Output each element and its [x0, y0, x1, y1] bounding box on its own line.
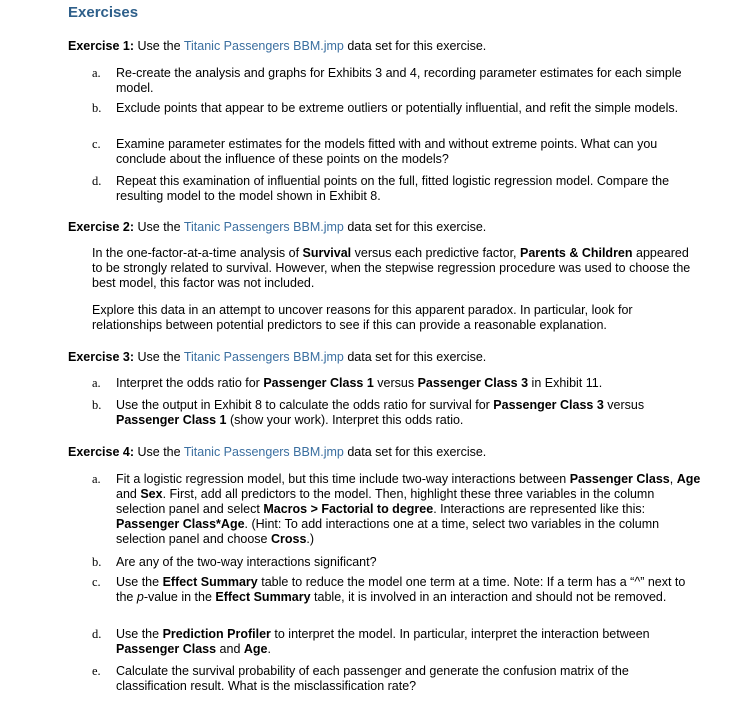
- item-label: c.: [92, 575, 101, 589]
- item-label: b.: [92, 101, 102, 115]
- term-effect-summary: Effect Summary: [162, 575, 258, 589]
- text-run: versus each predictive factor,: [351, 246, 520, 260]
- item-text: Examine parameter estimates for the models fitted with and without extreme points. What can you conclude about the influence of these points on the models?: [116, 137, 658, 166]
- text-run: Fit a logistic regression model, but this time include two-way interactions between: [116, 472, 570, 486]
- exercise-4-intro-pre: Use the: [134, 445, 184, 459]
- text-run: Use the: [116, 627, 163, 641]
- item-label: b.: [92, 398, 102, 412]
- text-run: Use the output in Exhibit 8 to calculate the odds ratio for survival for: [116, 398, 494, 412]
- text-run: . Interactions are represented like this:: [433, 502, 646, 516]
- text-run: -value in the: [143, 590, 216, 604]
- text-run: .: [267, 642, 271, 656]
- term-macros-factorial: Macros > Factorial to degree: [263, 502, 434, 516]
- exercise-2-paragraph-1: [92, 246, 692, 291]
- exercise-3-intro-pre: Use the: [134, 350, 184, 364]
- text-run: in Exhibit 11.: [528, 376, 603, 390]
- item-text: [116, 627, 702, 657]
- text-run: ,: [669, 472, 677, 486]
- text-run: and: [216, 642, 244, 656]
- item-label: a.: [92, 66, 101, 80]
- term-cross: Cross: [270, 532, 307, 546]
- item-label: a.: [92, 472, 101, 486]
- item-label: d.: [92, 174, 102, 188]
- exercise-1-label: Exercise 1:: [68, 39, 135, 53]
- text-run: and: [116, 487, 141, 501]
- item-text: [116, 472, 702, 547]
- section-title: Exercises: [68, 4, 139, 21]
- exercise-3-item-b: [92, 398, 702, 428]
- term-passenger-class-1: Passenger Class 1: [263, 376, 374, 390]
- dataset-link[interactable]: Titanic Passengers BBM.jmp: [183, 39, 344, 53]
- exercise-4-item-d: [92, 627, 702, 657]
- item-label: d.: [92, 627, 102, 641]
- item-text: [116, 398, 702, 428]
- text-run: . (Hint: To add interactions one at a time, select two variables in the column selection panel and choose: [116, 517, 660, 546]
- term-age: Age: [676, 472, 701, 486]
- exercise-2-intro-pre: Use the: [134, 220, 184, 234]
- exercise-1-item-c: [92, 137, 702, 167]
- text-run: versus: [603, 398, 645, 412]
- term-sex: Sex: [140, 487, 163, 501]
- exercise-3-item-a: [92, 376, 702, 391]
- item-text: Exclude points that appear to be extreme outliers or potentially influential, and refit the simple models.: [116, 101, 679, 115]
- text-run: table to reduce the model one term at a time. Note: If a term has a “^” next to the: [116, 575, 686, 604]
- item-label: b.: [92, 555, 102, 569]
- term-passenger-class: Passenger Class: [116, 642, 217, 656]
- item-text: Repeat this examination of influential points on the full, fitted logistic regression model. Compare the resulting model to the model shown in Exhibit 8.: [116, 174, 670, 203]
- exercise-2-label: Exercise 2:: [68, 220, 135, 234]
- item-text: [116, 376, 702, 391]
- exercise-1-heading: [68, 38, 486, 54]
- item-text: Calculate the survival probability of each passenger and generate the confusion matrix of the classification result. What is the misclassification rate?: [116, 664, 629, 693]
- exercise-2-intro-post: data set for this exercise.: [343, 220, 487, 234]
- dataset-link[interactable]: Titanic Passengers BBM.jmp: [183, 445, 344, 459]
- exercise-4-item-a: [92, 472, 702, 547]
- exercise-4-heading: [68, 444, 486, 460]
- exercise-4-label: Exercise 4:: [68, 445, 135, 459]
- text-run: to interpret the model. In particular, interpret the interaction between: [270, 627, 650, 641]
- term-survival: Survival: [302, 246, 352, 260]
- item-label: c.: [92, 137, 101, 151]
- term-age: Age: [243, 642, 268, 656]
- exercise-4-item-c: [92, 575, 702, 605]
- exercise-4-item-b: [92, 555, 702, 570]
- dataset-link[interactable]: Titanic Passengers BBM.jmp: [183, 350, 344, 364]
- text-run: Interpret the odds ratio for: [116, 376, 264, 390]
- item-text: Re-create the analysis and graphs for Exhibits 3 and 4, recording parameter estimates for each simple model.: [116, 66, 682, 95]
- text-run: versus: [373, 376, 418, 390]
- term-effect-summary: Effect Summary: [215, 590, 311, 604]
- term-prediction-profiler: Prediction Profiler: [162, 627, 271, 641]
- text-run: . First, add all predictors to the model. Then, highlight these three variables in the column selection panel and select: [116, 487, 655, 516]
- term-passenger-class-3: Passenger Class 3: [493, 398, 604, 412]
- item-label: a.: [92, 376, 101, 390]
- text-run: (show your work). Interpret this odds ratio.: [226, 413, 464, 427]
- term-passenger-class-1: Passenger Class 1: [116, 413, 227, 427]
- exercise-2-heading: [68, 219, 486, 235]
- text-run: Use the: [116, 575, 163, 589]
- term-passenger-class-age: Passenger Class*Age: [116, 517, 245, 531]
- term-parents-children: Parents & Children: [520, 246, 633, 260]
- exercise-3-heading: [68, 349, 486, 365]
- term-p: p: [136, 590, 144, 604]
- dataset-link[interactable]: Titanic Passengers BBM.jmp: [183, 220, 344, 234]
- exercise-1-intro-post: data set for this exercise.: [343, 39, 487, 53]
- exercise-1-item-a: [92, 66, 702, 96]
- term-passenger-class: Passenger Class: [569, 472, 670, 486]
- item-label: e.: [92, 664, 101, 678]
- text-run: table, it is involved in an interaction and should not be removed.: [310, 590, 667, 604]
- exercise-4-intro-post: data set for this exercise.: [343, 445, 487, 459]
- exercise-1-item-b: [92, 101, 702, 116]
- exercise-3-intro-post: data set for this exercise.: [343, 350, 487, 364]
- exercise-1-intro-pre: Use the: [134, 39, 184, 53]
- term-passenger-class-3: Passenger Class 3: [417, 376, 529, 390]
- exercise-2-paragraph-2: Explore this data in an attempt to uncover reasons for this apparent paradox. In particular, look for relationships between potential predictors to see if this can provide a reasonable explanation.: [92, 303, 633, 332]
- exercise-1-item-d: [92, 174, 702, 204]
- exercise-3-label: Exercise 3:: [68, 350, 135, 364]
- item-text: Are any of the two-way interactions significant?: [116, 555, 377, 569]
- exercise-4-item-e: [92, 664, 702, 694]
- text-run: In the one-factor-at-a-time analysis of: [92, 246, 303, 260]
- item-text: [116, 575, 702, 605]
- text-run: .): [306, 532, 315, 546]
- text-run: appeared to be strongly related to survival. However, when the stepwise regression procedure was used to choose the best model, this factor was not included.: [92, 246, 691, 290]
